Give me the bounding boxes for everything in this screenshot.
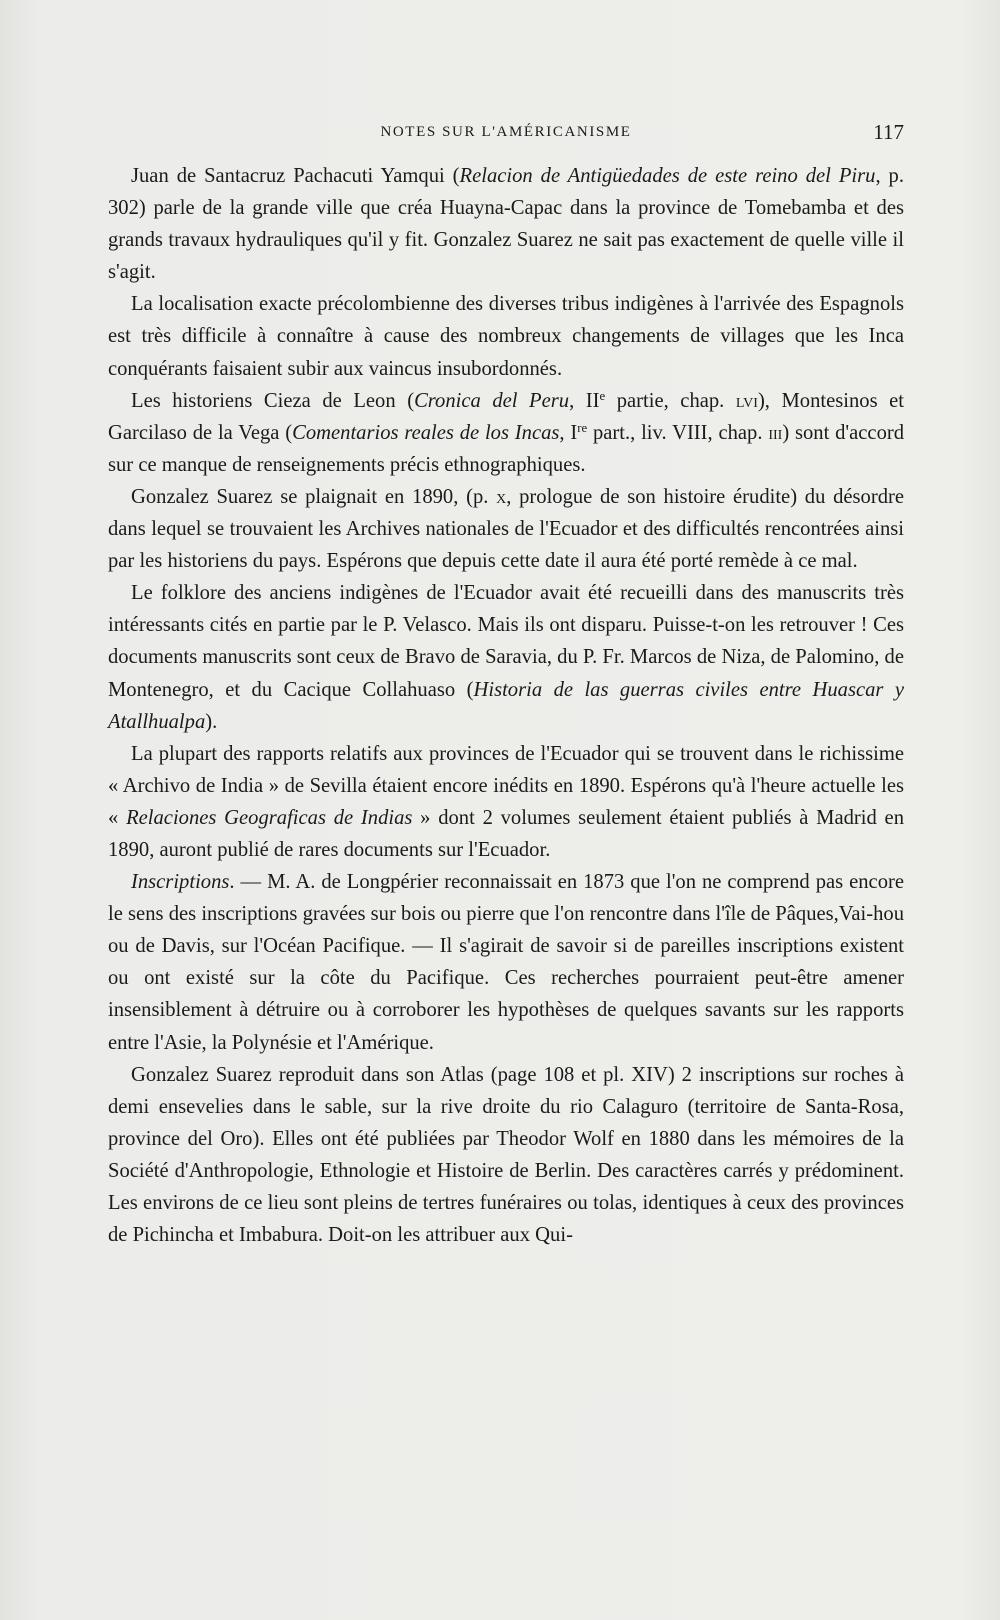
section-heading: Inscriptions: [131, 871, 230, 894]
running-title: NOTES SUR L'AMÉRICANISME: [380, 124, 632, 140]
page-number: 117: [873, 120, 904, 144]
paragraph-text: Gonzalez Suarez se plaignait en 1890, (p.: [131, 485, 497, 508]
paragraph-inscriptions: [108, 866, 904, 1059]
paragraph-text: Le folklore des anciens indigènes de l'Ecuador avait été recueilli dans des manuscrits très intéressants cités en partie par le P. Velasco. Mais ils ont disparu. Puisse-t-on les retrouver ! Ces documents manuscrits sont ceux de Bravo de Saravia, du P. Fr. Marcos de Niza, de Palomino, de Montenegro, et du Cacique Collahuaso (: [108, 582, 904, 701]
paragraph-text: ).: [205, 710, 218, 733]
body-text: [108, 160, 904, 1251]
paragraph-text: La plupart des rapports relatifs aux provinces de l'Ecuador qui se trouvent dans le richissime « Archivo de India » de Sevilla étaient encore inédits en 1890. Espérons qu'à l'heure actuelle les «: [108, 742, 904, 829]
paragraph-santacruz: [108, 160, 904, 288]
paragraph-text: La localisation exacte précolombienne des diverses tribus indigènes à l'arrivée des Espagnols est très difficile à connaître à cause des nombreux changements de villages que les Inca conquérants faisaient subir aux vaincus insubordonnés.: [108, 293, 904, 380]
work-title: Relacion de Antigüedades de este reino del Piru: [459, 165, 876, 187]
work-title: Relaciones Geograficas de Indias: [126, 806, 413, 829]
work-title: Comentarios reales de los Incas: [292, 421, 560, 444]
paragraph-text: Gonzalez Suarez reproduit dans son Atlas (page 108 et pl. XIV) 2 inscriptions sur roches à demi ensevelies dans le sable, sur la rive droite du rio Calaguro (territoire de Santa-Rosa, province del Oro). Elles ont été publiées par Theodor Wolf en 1880 dans les mémoires de la Société d'Anthropologie, Ethnologie et Histoire de Berlin. Des caractères carrés y prédominent. Les environs de ce lieu sont pleins de tertres funéraires ou tolas, identiques à ceux des provinces de Pichincha et Imbabura. Doit-on les attribuer aux Qui-: [108, 1063, 904, 1247]
paragraph-text: . — M. A. de Longpérier reconnaissait en 1873 que l'on ne comprend pas encore le sens des inscriptions gravées sur bois ou pierre que l'on rencontre dans l'île de Pâques,Vai-hou ou de Davis, sur l'Océan Pacifique. — Il s'agirait de savoir si de pareilles inscriptions existent ou ont existé sur la côte du Pacifique. Ces recherches pourraient peut-être amener insensiblement à détruire ou à corroborer les hypothèses de quelques savants sur les rapports entre l'Asie, la Polynésie et l'Amérique.: [108, 871, 904, 1054]
paragraph-text: Les historiens Cieza de Leon (: [131, 389, 415, 412]
paragraph-text: part., liv. VIII, chap.: [587, 421, 769, 444]
paragraph-rapports: [108, 738, 904, 866]
paragraph-text: partie, chap.: [605, 389, 736, 412]
paragraph-text: , p. 302) parle de la grande ville que créa Huayna-Capac dans la province de Tomebamba et des grands travaux hydrauliques qu'il y fit. Gonzalez Suarez ne sait pas exactement de quelle ville il s'agit.: [108, 165, 904, 284]
work-title: Cronica del Peru: [414, 389, 570, 412]
work-title: Historia de las guerras civiles entre Huascar y Atallhualpa: [108, 678, 904, 733]
roman-numeral: lvi: [735, 389, 758, 412]
paragraph-localisation: [108, 288, 904, 384]
paragraph-archives: [108, 481, 904, 577]
superscript: e: [599, 388, 606, 403]
running-header: [108, 120, 904, 150]
roman-numeral: x: [496, 485, 507, 508]
paragraph-atlas: [108, 1059, 904, 1252]
superscript: re: [577, 420, 588, 435]
paragraph-text: , prologue de son histoire érudite) du désordre dans lequel se trouvaient les Archives nationales de l'Ecuador et des difficultés rencontrées ainsi par les historiens du pays. Espérons que depuis cette date il aura été porté remède à ce mal.: [108, 485, 904, 573]
paragraph-text: , I: [559, 421, 578, 444]
paragraph-text: ), Montesinos et Garcilaso de la Vega (: [108, 389, 905, 444]
paragraph-text: , II: [569, 389, 600, 412]
roman-numeral: iii: [768, 421, 783, 444]
paragraph-text: Juan de Santacruz Pachacuti Yamqui (: [131, 165, 460, 187]
paragraph-historiens: [108, 385, 904, 481]
paragraph-text: » dont 2 volumes seulement étaient publiés à Madrid en 1890, auront publié de rares documents sur l'Ecuador.: [108, 806, 904, 861]
paragraph-folklore: [108, 577, 904, 737]
paragraph-text: ) sont d'accord sur ce manque de renseignements précis ethnographiques.: [108, 421, 905, 476]
